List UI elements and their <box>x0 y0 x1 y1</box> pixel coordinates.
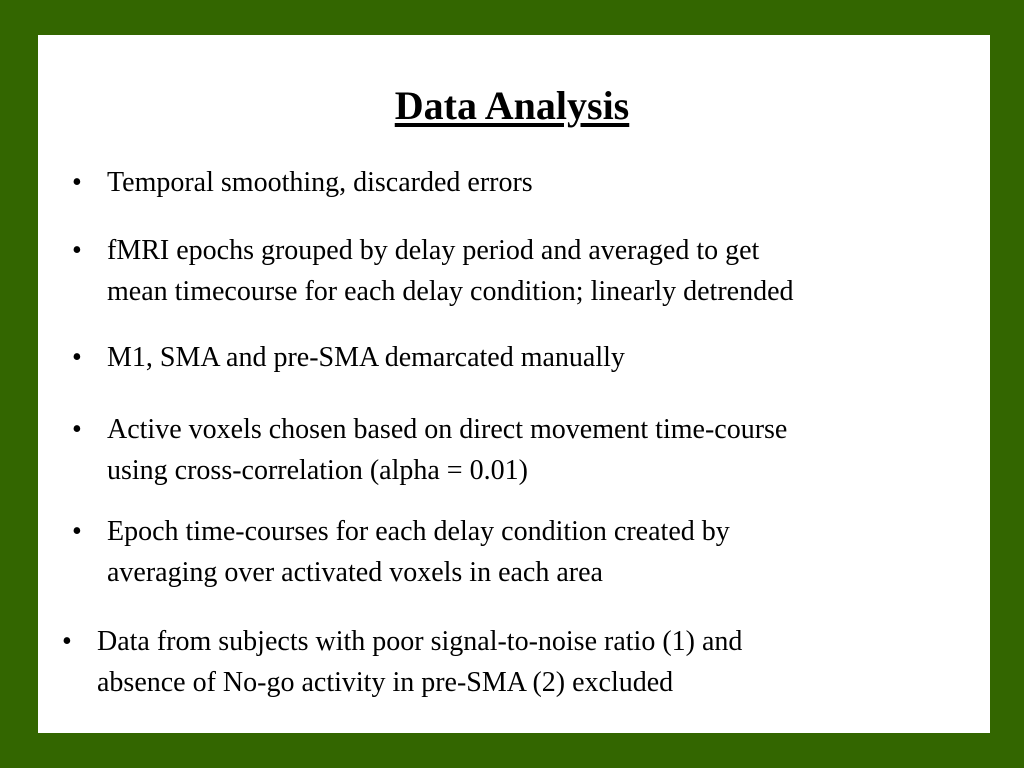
bullet-icon: • <box>72 516 82 547</box>
bullet-line: M1, SMA and pre-SMA demarcated manually <box>107 342 625 373</box>
bullet-text <box>107 511 730 593</box>
bullet-text <box>107 230 794 312</box>
bullet-icon: • <box>72 167 82 198</box>
bullet-text <box>107 337 625 378</box>
bullet-line: averaging over activated voxels in each area <box>107 557 603 588</box>
bullet-icon: • <box>62 626 72 657</box>
bullet-icon: • <box>72 414 82 445</box>
bullet-line: using cross-correlation (alpha = 0.01) <box>107 455 528 486</box>
bullet-icon: • <box>72 342 82 373</box>
bullet-line: absence of No-go activity in pre-SMA (2) excluded <box>97 667 674 698</box>
bullet-line: Active voxels chosen based on direct movement time-course <box>107 414 788 445</box>
bullet-text <box>97 621 742 703</box>
bullet-line: Temporal smoothing, discarded errors <box>107 167 533 198</box>
bullet-text <box>107 162 533 203</box>
bullet-line: Data from subjects with poor signal-to-noise ratio (1) and <box>97 626 743 657</box>
bullet-text <box>107 409 787 491</box>
slide-title: Data Analysis <box>394 83 630 128</box>
bullet-line: Epoch time-courses for each delay condition created by <box>107 516 730 547</box>
bullet-line: fMRI epochs grouped by delay period and averaged to get <box>107 235 760 266</box>
bullet-line: mean timecourse for each delay condition; linearly detrended <box>107 276 794 307</box>
bullet-icon: • <box>72 235 82 266</box>
